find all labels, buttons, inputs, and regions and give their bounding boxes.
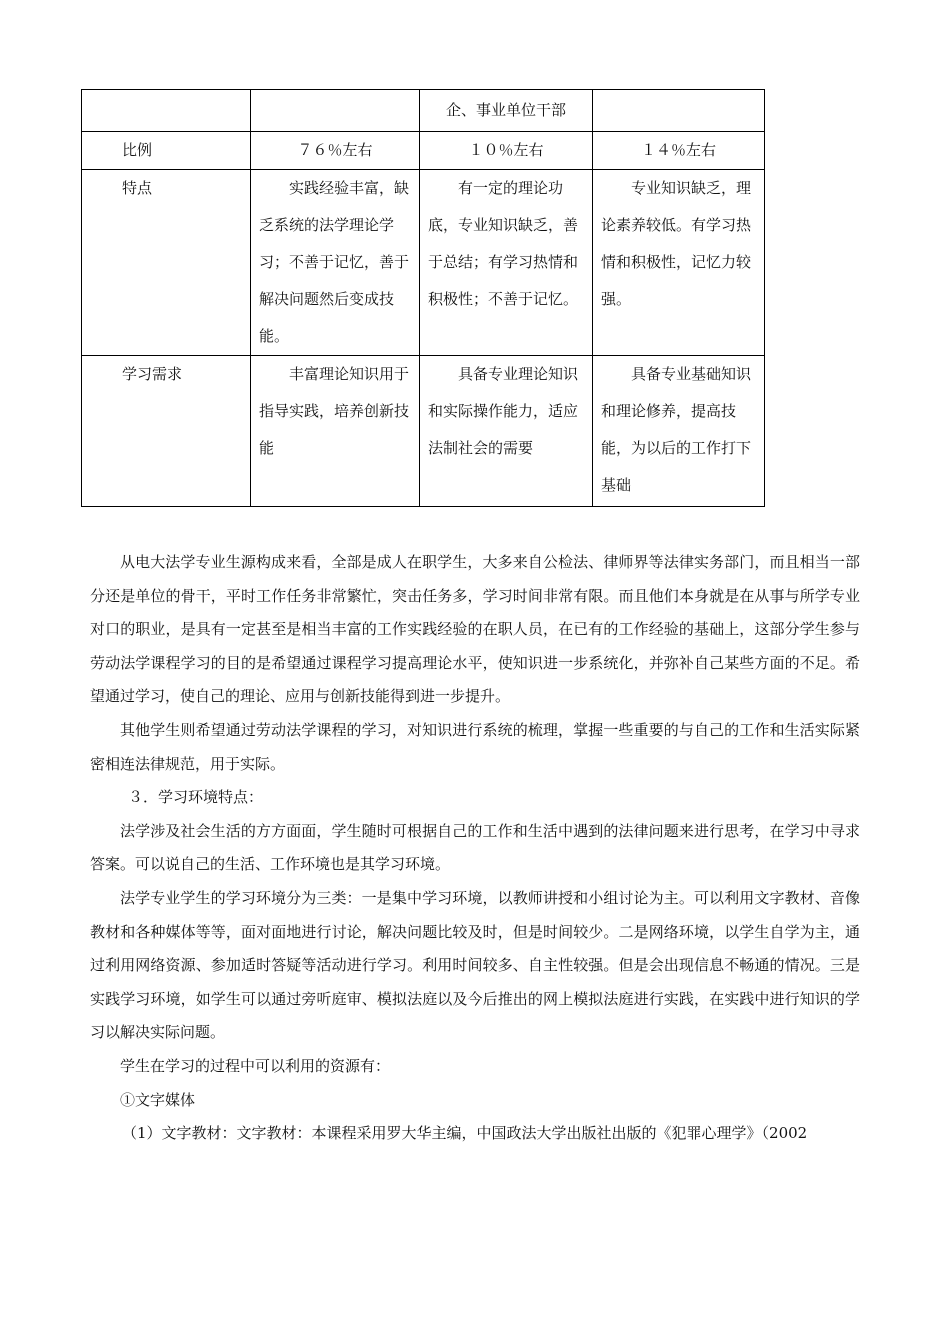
section-heading: ３．学习环境特点： <box>128 788 264 807</box>
row-label-needs: 学习需求 <box>82 356 251 507</box>
table-cell: 实践经验丰富，缺乏系统的法学理论学习；不善于记忆，善于解决问题然后变成技能。 <box>251 170 420 356</box>
list-item: ①文字媒体 <box>120 1090 196 1109</box>
body-text <box>90 546 860 1151</box>
paragraph: 法学专业学生的学习环境分为三类：一是集中学习环境，以教师讲授和小组讨论为主。可以利用文字教材、音像教材和各种媒体等等，面对面地进行讨论，解决问题比较及时，但是时间较少。二是网络环境，以学生自学为主，通过利用网络资源、参加适时答疑等活动进行学习。利用时间较多、自主性较强。但是会出现信息不畅通的情况。三是实践学习环境，如学生可以通过旁听庭审、模拟法庭以及今后推出的网上模拟法庭进行实践，在实践中进行知识的学习以解决实际问题。 <box>90 888 860 1042</box>
paragraph: 从电大法学专业生源构成来看，全部是成人在职学生，大多来自公检法、律师界等法律实务部门，而且相当一部分还是单位的骨干，平时工作任务非常繁忙，突击任务多，学习时间非常有限。而且他们本身就是在从事与所学专业对口的职业，是具有一定甚至是相当丰富的工作实践经验的在职人员，在已有的工作经验的基础上，这部分学生参与劳动法学课程学习的目的是希望通过课程学习提高理论水平，使知识进一步系统化，并弥补自己某些方面的不足。希望通过学习，使自己的理论、应用与创新技能得到进一步提升。 <box>90 553 860 706</box>
table-row <box>82 170 765 356</box>
table-row <box>82 356 765 507</box>
table-cell <box>593 90 765 132</box>
table-cell: 企、事业单位干部 <box>420 90 593 132</box>
table-cell: 丰富理论知识用于指导实践，培养创新技能 <box>251 356 420 507</box>
table-cell: 专业知识缺乏，理论素养较低。有学习热情和积极性，记忆力较强。 <box>593 170 765 356</box>
table-cell: 具备专业理论知识和实际操作能力，适应法制社会的需要 <box>420 356 593 507</box>
row-label-ratio: 比例 <box>82 132 251 170</box>
table-cell: ７６％左右 <box>251 132 420 170</box>
list-item: （1）文字教材：文字教材：本课程采用罗大华主编，中国政法大学出版社出版的《犯罪心理学》（2002 <box>122 1124 808 1143</box>
table-cell <box>251 90 420 132</box>
table-cell <box>82 90 251 132</box>
table-row <box>82 90 765 132</box>
paragraph: 学生在学习的过程中可以利用的资源有： <box>120 1056 391 1075</box>
paragraph: 其他学生则希望通过劳动法学课程的学习，对知识进行系统的梳理，掌握一些重要的与自己的工作和生活实际紧密相连法律规范，用于实际。 <box>90 720 860 773</box>
table-cell: １０％左右 <box>420 132 593 170</box>
paragraph: 法学涉及社会生活的方方面面，学生随时可根据自己的工作和生活中遇到的法律问题来进行思考，在学习中寻求答案。可以说自己的生活、工作环境也是其学习环境。 <box>90 821 860 874</box>
table-row <box>82 132 765 170</box>
table-cell: １４％左右 <box>593 132 765 170</box>
learner-profile-table <box>81 89 765 507</box>
table-cell: 具备专业基础知识和理论修养，提高技能，为以后的工作打下基础 <box>593 356 765 507</box>
row-label-features: 特点 <box>82 170 251 356</box>
table-cell: 有一定的理论功底，专业知识缺乏，善于总结；有学习热情和积极性；不善于记忆。 <box>420 170 593 356</box>
